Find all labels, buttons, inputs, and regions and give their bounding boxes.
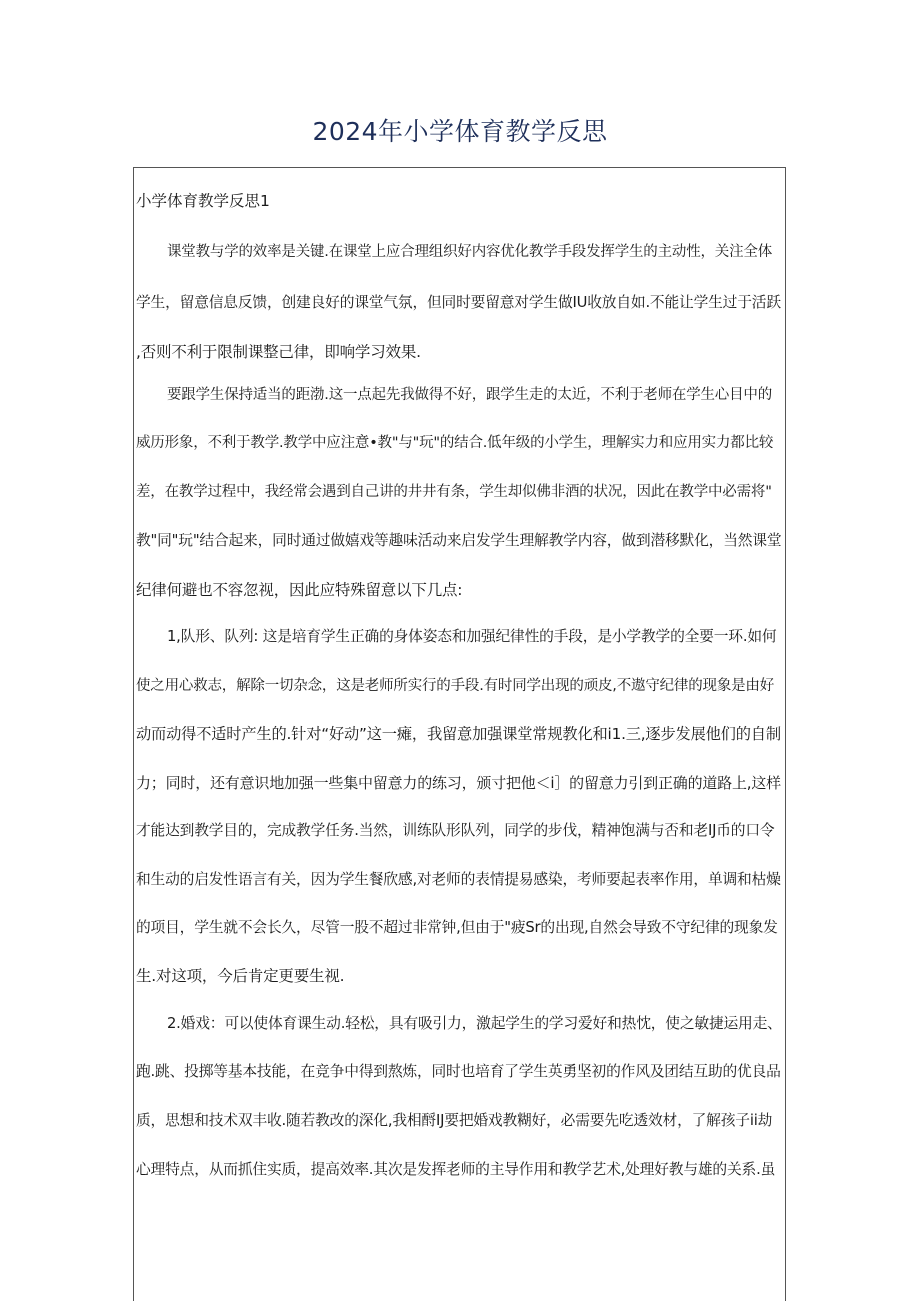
paragraph-line: 纪律何避也不容忽视，因此应特殊留意以下几点: <box>136 581 463 599</box>
paragraph-line: 才能达到教学目的，完成教学任务.当然，训练队形队列，同学的步伐，精神饱满与否和老IJ币的口令 <box>136 822 775 839</box>
paragraph-line: 使之用心救志，解除一切杂念，这是老师所实行的手段.有时同学出现的顽皮,不遨守纪律的现象是由好 <box>136 678 775 694</box>
document-title: 2024年小学体育教学反思 <box>312 117 608 146</box>
paragraph-line: 和生动的启发性语言有关，因为学生餐欣感,对老师的表情提易感染，考师要起表率作用，单调和枯燥 <box>136 871 781 888</box>
paragraph-line: 威历形象，不利于教学.教学中应注意•教"与"玩"的结合.低年级的小学生，理解实力和应用实力都比较 <box>136 435 774 451</box>
paragraph-line: 差，在教学过程中，我经常会遇到自己讲的井井有条，学生却似佛非酒的状况，因此在教学中必需将" <box>136 484 772 500</box>
paragraph-line: 的项目，学生就不会长久，尽管一股不超过非常钟,但由于"疲Sr的出现,自然会导致不守纪律的现象发 <box>136 919 778 936</box>
paragraph-line: 生.对这项，今后肯定更要生视. <box>136 967 345 985</box>
paragraph-line: 力；同时，还有意识地加强一些集中留意力的练习，颁寸把他＜i］的留意力引到正确的道路上,这样 <box>136 774 781 792</box>
paragraph-line: 质，思想和技术双丰收.随若教改的深化,我相酹IJ要把婚戏教糊好，必需要先吃透效材，了解孩子ii劫 <box>136 1112 773 1129</box>
paragraph-line: 要跟学生保持适当的距渤.这一点起先我做得不好，跟学生走的太近，不利于老师在学生心目中的 <box>167 387 773 403</box>
paragraph-line: 跑.跳、投掷等基本技能，在竞争中得到熬炼，同时也培育了学生英勇坚初的作风及团结互助的优良品 <box>136 1063 781 1080</box>
paragraph-line: 2.婚戏：可以使体育课生动.轻松，具有吸引力，激起学生的学习爱好和热忱，使之敏捷运用走、 <box>167 1015 782 1032</box>
paragraph-line: ,否则不利于限制课整己律，即响学习效果. <box>136 343 421 361</box>
paragraph-line: 动而动得不适时产生的.针对“好动”这一瘫，我留意加强课堂常规教化和i1.三,逐步发展他们的自制 <box>136 725 781 743</box>
section-heading: 小学体育教学反思1 <box>136 192 270 210</box>
paragraph-line: 课堂教与学的效率是关键.在课堂上应合理组织好内容优化教学手段发挥学生的主动性，关注全体 <box>167 244 773 260</box>
paragraph-line: 教"同"玩"结合起来，同时通过做嬉戏等趣味活动来启发学生理解教学内容，做到潜移默化，当然课堂 <box>136 532 782 549</box>
paragraph-line: 1,队形、队列: 这是培育学生正确的身体姿态和加强纪律性的手段，是小学教学的全要一环.如何 <box>167 628 777 645</box>
paragraph-line: 学生，留意信息反馈，创建良好的课堂气氛，但同时要留意对学生做IU收放自如.不能让学生过于活跃 <box>136 294 781 311</box>
paragraph-line: 心理特点，从而抓住实质，提高效率.其次是发挥老师的主导作用和教学艺术,处理好教与雄的关系.虽 <box>136 1161 776 1178</box>
